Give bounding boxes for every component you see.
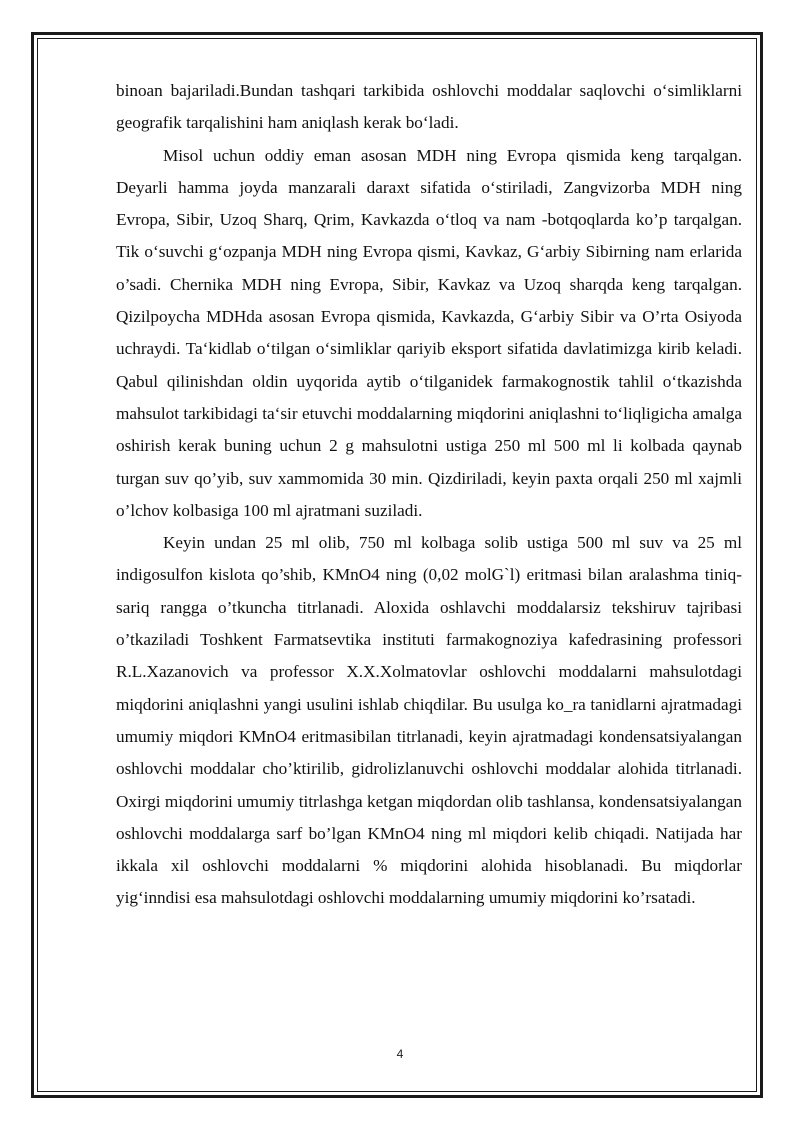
document-body — [116, 75, 742, 915]
paragraph-continuation: binoan bajariladi.Bundan tashqari tarkibida oshlovchi moddalar saqlovchi o‘simliklarni geografik tarqalishini ham aniqlash kerak bo‘ladi. — [116, 81, 742, 133]
paragraph-titration-method: Keyin undan 25 ml olib, 750 ml kolbaga solib ustiga 500 ml suv va 25 ml indigosulfon kislota qo’shib, KMnO4 ning (0,02 molG`l) eritmasi bilan aralashma tiniq-sariq rangga o’tkuncha titrlanadi. Aloxida oshlavchi moddalarsiz tekshiruv tajribasi o’tkaziladi Toshkent Farmatsevtika instituti farmakognoziya kafedrasining professori R.L.Xazanovich va professor X.X.Xolmatovlar oshlovchi moddalarni mahsulotdagi miqdorini aniqlashni yangi usulini ishlab chiqdilar. Bu usulga ko_ra tanidlarni ajratmadagi umumiy miqdori KMnO4 eritmasibilan titrlanadi, keyin ajratmadagi kondensatsiyalangan oshlovchi moddalar cho’ktirilib, gidrolizlanuvchi oshlovchi moddalar alohida titrlanadi. Oxirgi miqdorini umumiy titrlashga ketgan miqdordan olib tashlansa, kondensatsiyalangan oshlovchi moddalarga sarf bo’lgan KMnO4 ning ml miqdori kelib chiqadi. Natijada har ikkala xil oshlovchi moddalarni % miqdorini alohida hisoblanadi. Bu miqdorlar yig‘inndisi esa mahsulotdagi oshlovchi moddalarning umumiy miqdorini ko’rsatadi. — [116, 533, 742, 908]
page-number: 4 — [396, 1047, 404, 1061]
paragraph-plant-distribution: Misol uchun oddiy eman asosan MDH ning Evropa qismida keng tarqalgan. Deyarli hamma joyda manzarali daraxt sifatida o‘stiriladi, Zangvizorba MDH ning Evropa, Sibir, Uzoq Sharq, Qrim, Kavkazda o‘tloq va nam -botqoqlarda ko’p tarqalgan. Tik o‘suvchi g‘ozpanja MDH ning Evropa qismi, Kavkaz, G‘arbiy Sibirning nam erlarida o’sadi. Chernika MDH ning Evropa, Sibir, Kavkaz va Uzoq sharqda keng tarqalgan. Qizilpoycha MDHda asosan Evropa qismida, Kavkazda, G‘arbiy Sibir va O’rta Osiyoda uchraydi. Ta‘kidlab o‘tilgan o‘simliklar qariyib eksport sifatida davlatimizga kirib keladi. Qabul qilinishdan oldin uyqorida aytib o‘tilganidek farmakognostik tahlil o‘tkazishda mahsulot tarkibidagi ta‘sir etuvchi moddalarning miqdorini aniqlashni to‘liqligicha amalga oshirish kerak buning uchun 2 g mahsulotni ustiga 250 ml 500 ml li kolbada qaynab turgan suv qo’yib, suv xammomida 30 min. Qizdiriladi, keyin paxta orqali 250 ml xajmli o’lchov kolbasiga 100 ml ajratmani suziladi. — [116, 145, 742, 520]
